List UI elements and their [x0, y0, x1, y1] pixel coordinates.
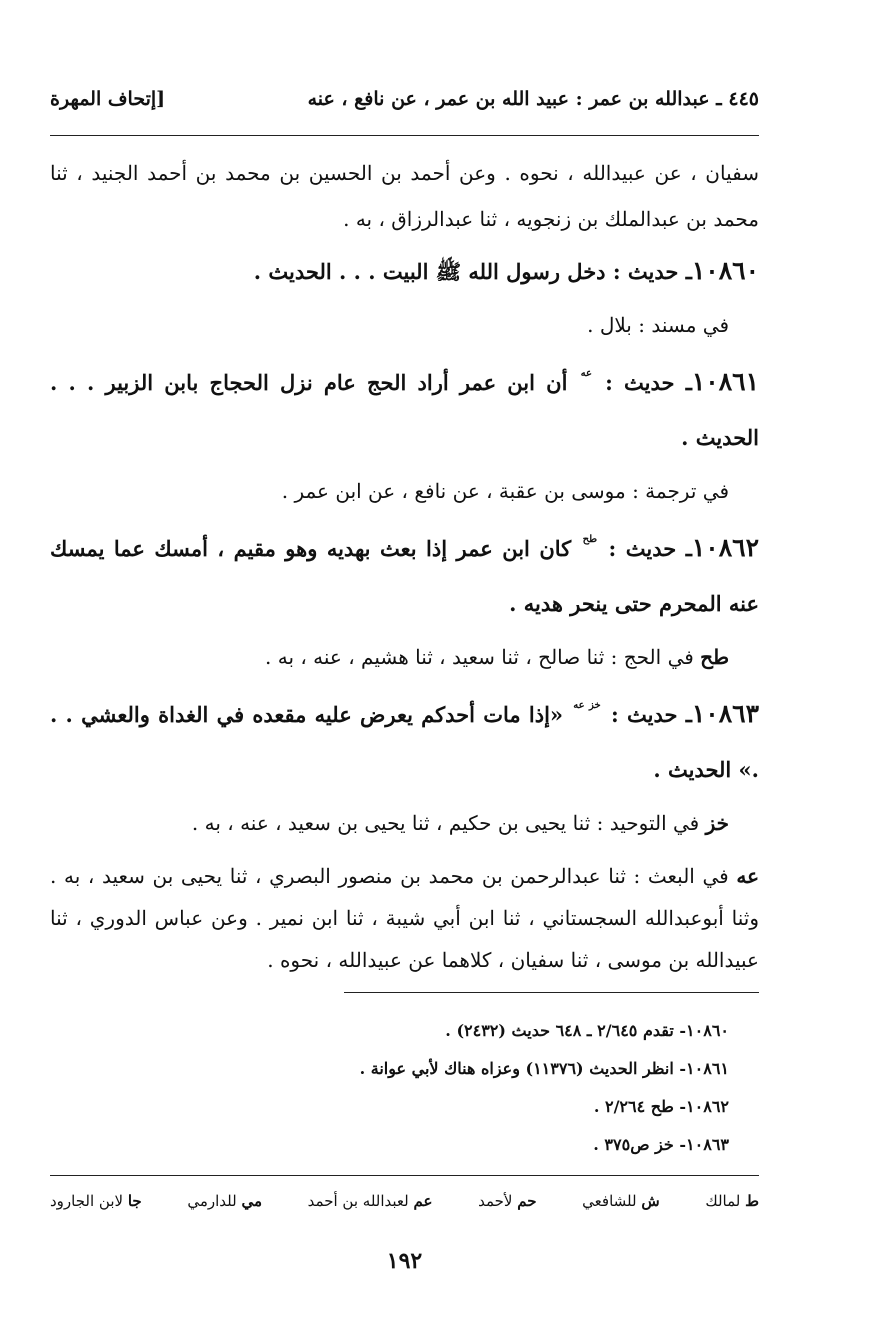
hadith-entry	[50, 357, 759, 463]
hadith-number: ١٠٨٦٢	[691, 533, 759, 562]
hadith-label: ـ حديث :	[612, 259, 692, 284]
hadith-source: في مسند : بلال .	[587, 313, 729, 337]
key-item: مي للدارمي	[187, 1192, 263, 1210]
source-text: في البعث : ثنا عبدالرحمن بن محمد بن منصور البصري ، ثنا يحيى بن سعيد ، به . وثنا أبوعبدالله السجستاني ، ثنا ابن أبي شيبة ، ثنا ابن نمير . وعن عباس الدوري ، ثنا عبيدالله بن موسى ، ثنا سفيان ، كلاهما عن عبيدالله ، نحوه .	[50, 864, 759, 972]
source-text: في التوحيد : ثنا يحيى بن حكيم ، ثنا يحيى بن سعيد ، عنه ، به .	[191, 811, 700, 835]
main-text	[50, 150, 759, 981]
key-item: جا لابن الجارود	[50, 1192, 142, 1210]
key-item: حم لأحمد	[478, 1192, 537, 1210]
intro-paragraph: سفيان ، عن عبيدالله ، نحوه . وعن أحمد بن الحسين بن محمد بن أحمد الجنيد ، ثنا محمد بن عبدالملك بن زنجويه ، ثنا عبدالرزاق ، به .	[50, 161, 759, 231]
hadith-source	[50, 635, 759, 679]
footnote: ١٠٨٦٢- طح ٢/٢٦٤ .	[593, 1097, 729, 1116]
source-marker: طح	[582, 534, 598, 545]
source-marker: خز عه	[573, 700, 601, 711]
header-rule	[50, 135, 759, 136]
hadith-number: ١٠٨٦٠	[691, 256, 759, 285]
source-abbr: طح	[700, 645, 729, 669]
key-item: عم لعبدالله بن أحمد	[307, 1192, 433, 1210]
hadith-text: «إذا مات أحدكم يعرض عليه مقعده في الغداة والعشي . . .» الحديث .	[50, 702, 759, 782]
footnote-rule	[344, 992, 759, 993]
hadith-entry	[50, 246, 759, 297]
header-chain: ٤٤٥ ـ عبدالله بن عمر : عبيد الله بن عمر ، عن نافع ، عنه	[307, 88, 759, 110]
key-item: ط لمالك	[705, 1192, 759, 1210]
footnotes	[50, 1012, 729, 1164]
running-head	[50, 88, 759, 122]
hadith-number: ١٠٨٦١	[691, 367, 760, 396]
hadith-entry	[50, 523, 759, 629]
footnote: ١٠٨٦٣- خز ص٣٧٥ .	[593, 1135, 729, 1154]
key-item: ش للشافعي	[582, 1192, 660, 1210]
header-book-title: [إتحاف المهرة	[50, 88, 166, 110]
footnote: ١٠٨٦٠- تقدم ٢/٦٤٥ ـ ٦٤٨ حديث (٢٤٣٢) .	[445, 1021, 729, 1040]
hadith-text: دخل رسول الله ﷺ البيت . . . الحديث .	[253, 259, 606, 284]
hadith-source: في ترجمة : موسى بن عقبة ، عن نافع ، عن ابن عمر .	[281, 479, 729, 503]
hadith-source	[50, 801, 759, 845]
key-rule	[50, 1175, 759, 1176]
hadith-source	[50, 855, 759, 981]
hadith-label: ـ حديث :	[605, 370, 692, 395]
abbreviation-key	[50, 1192, 759, 1210]
hadith-text: أن ابن عمر أراد الحج عام نزل الحجاج بابن الزبير . . . الحديث .	[50, 370, 759, 450]
hadith-text: كان ابن عمر إذا بعث بهديه وهو مقيم ، أمسك عما يمسك عنه المحرم حتى ينحر هديه .	[50, 536, 759, 616]
source-abbr: عه	[736, 864, 759, 888]
hadith-label: ـ حديث :	[608, 536, 692, 561]
hadith-number: ١٠٨٦٣	[691, 699, 760, 728]
hadith-entry	[50, 689, 759, 795]
source-text: في الحج : ثنا صالح ، ثنا سعيد ، ثنا هشيم ، عنه ، به .	[265, 645, 694, 669]
source-abbr: خز	[705, 811, 729, 835]
footnote: ١٠٨٦١- انظر الحديث (١١٣٧٦) وعزاه هناك لأبي عوانة .	[359, 1059, 729, 1078]
page-number: ١٩٢	[386, 1248, 423, 1274]
page	[50, 0, 759, 1333]
source-marker: عه	[580, 368, 592, 379]
hadith-label: ـ حديث :	[611, 702, 692, 727]
